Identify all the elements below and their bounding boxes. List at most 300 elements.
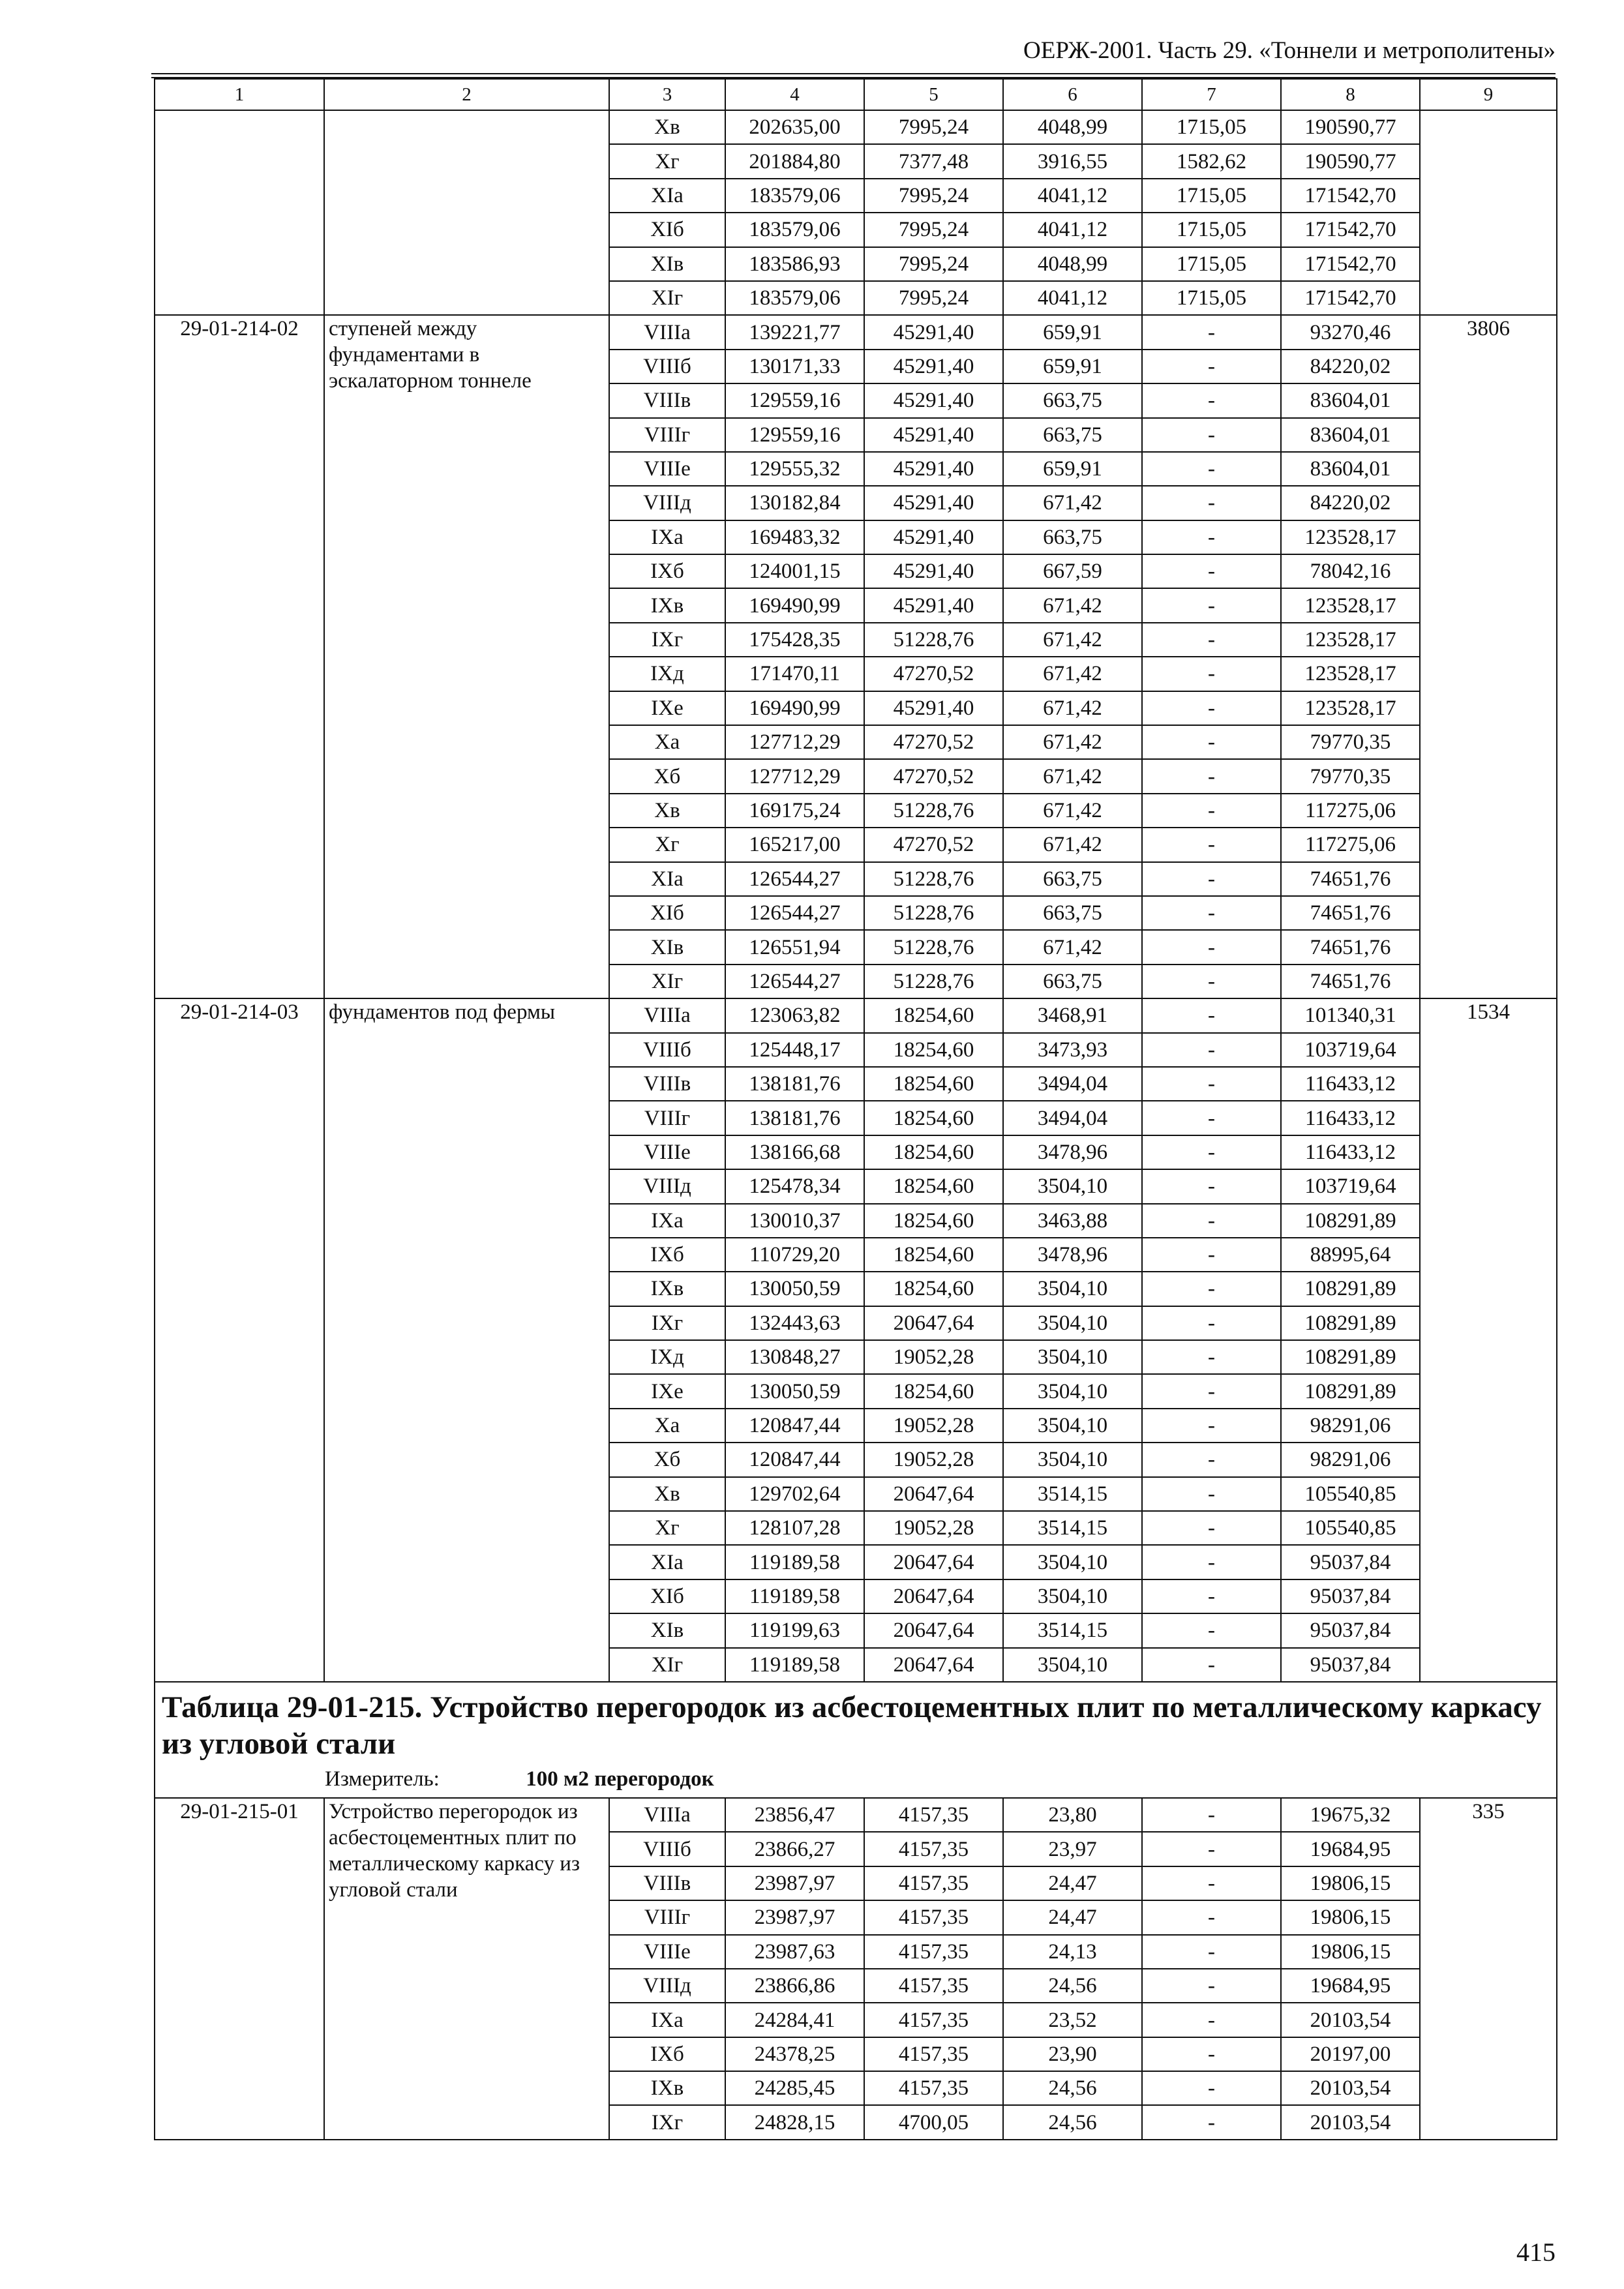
machine-cost: 3504,10 [1003,1443,1142,1476]
zone: IXб [609,1238,725,1272]
total-cost: 165217,00 [725,828,864,861]
driver-wages: - [1142,657,1281,691]
materials-cost: 20103,54 [1281,2071,1420,2105]
zone: IXв [609,1272,725,1306]
table-title: Таблица 29-01-215. Устройство перегородок из асбестоцементных плит по металлическому каркасу из угловой стали [162,1690,1542,1761]
zone: VIIIa [609,998,725,1032]
driver-wages: - [1142,862,1281,896]
table-row [155,1798,1557,1832]
labor-cost: 51228,76 [864,965,1003,998]
zone: VIIIг [609,1900,725,1934]
zone: IXд [609,1340,725,1374]
total-cost: 130050,59 [725,1374,864,1408]
driver-wages: - [1142,315,1281,349]
materials-cost: 19675,32 [1281,1798,1420,1832]
machine-cost: 3504,10 [1003,1340,1142,1374]
table-row [155,998,1557,1032]
labor-cost: 18254,60 [864,1169,1003,1203]
materials-cost: 98291,06 [1281,1409,1420,1443]
zone: VIIIa [609,1798,725,1832]
labor-cost: 7995,24 [864,213,1003,247]
total-cost: 130050,59 [725,1272,864,1306]
labor-hours [1420,110,1557,315]
total-cost: 130171,33 [725,350,864,383]
table-row [155,110,1557,144]
driver-wages: - [1142,1900,1281,1934]
table-row [155,315,1557,349]
zone: Xб [609,759,725,793]
labor-cost: 4157,35 [864,1832,1003,1866]
materials-cost: 105540,85 [1281,1511,1420,1545]
machine-cost: 663,75 [1003,418,1142,452]
machine-cost: 671,42 [1003,759,1142,793]
machine-cost: 3473,93 [1003,1033,1142,1067]
total-cost: 169490,99 [725,691,864,725]
machine-cost: 663,75 [1003,965,1142,998]
machine-cost: 4041,12 [1003,179,1142,213]
machine-cost: 3478,96 [1003,1238,1142,1272]
labor-cost: 51228,76 [864,862,1003,896]
materials-cost: 19806,15 [1281,1866,1420,1900]
zone: VIIIе [609,1935,725,1969]
labor-cost: 4157,35 [864,2037,1003,2071]
driver-wages: - [1142,1866,1281,1900]
materials-cost: 123528,17 [1281,623,1420,657]
total-cost: 183579,06 [725,179,864,213]
zone: Xa [609,1409,725,1443]
labor-cost: 51228,76 [864,930,1003,964]
total-cost: 138181,76 [725,1101,864,1135]
machine-cost: 663,75 [1003,862,1142,896]
labor-cost: 4157,35 [864,1900,1003,1934]
driver-wages: - [1142,2105,1281,2139]
machine-cost: 671,42 [1003,623,1142,657]
labor-cost: 18254,60 [864,1101,1003,1135]
total-cost: 138166,68 [725,1135,864,1169]
driver-wages: - [1142,1935,1281,1969]
machine-cost: 23,97 [1003,1832,1142,1866]
labor-cost: 20647,64 [864,1545,1003,1579]
total-cost: 23987,97 [725,1900,864,1934]
meter-label: Измеритель: [325,1767,440,1791]
labor-cost: 18254,60 [864,1238,1003,1272]
total-cost: 129702,64 [725,1477,864,1511]
labor-cost: 20647,64 [864,1648,1003,1682]
labor-cost: 18254,60 [864,1135,1003,1169]
labor-cost: 47270,52 [864,828,1003,861]
machine-cost: 24,56 [1003,1969,1142,2003]
machine-cost: 659,91 [1003,452,1142,486]
labor-cost: 45291,40 [864,418,1003,452]
meter-value: 100 м2 перегородок [526,1767,714,1791]
total-cost: 24828,15 [725,2105,864,2139]
work-name: фундаментов под фермы [324,998,609,1682]
work-name: Устройство перегородок из асбестоцементных плит по металлическому каркасу из угловой стали [324,1798,609,2140]
materials-cost: 171542,70 [1281,247,1420,281]
total-cost: 130182,84 [725,486,864,520]
total-cost: 169175,24 [725,794,864,828]
labor-cost: 45291,40 [864,691,1003,725]
column-number: 8 [1281,79,1420,110]
driver-wages: - [1142,1238,1281,1272]
zone: IXб [609,2037,725,2071]
machine-cost: 659,91 [1003,350,1142,383]
work-name [324,110,609,315]
materials-cost: 103719,64 [1281,1169,1420,1203]
materials-cost: 117275,06 [1281,794,1420,828]
driver-wages: - [1142,998,1281,1032]
machine-cost: 3504,10 [1003,1374,1142,1408]
materials-cost: 108291,89 [1281,1306,1420,1340]
materials-cost: 83604,01 [1281,452,1420,486]
total-cost: 127712,29 [725,725,864,759]
materials-cost: 95037,84 [1281,1579,1420,1613]
labor-cost: 19052,28 [864,1443,1003,1476]
materials-cost: 95037,84 [1281,1545,1420,1579]
total-cost: 23856,47 [725,1798,864,1832]
driver-wages: 1582,62 [1142,144,1281,178]
labor-cost: 18254,60 [864,1033,1003,1067]
zone: VIIIд [609,1169,725,1203]
zone: IXв [609,588,725,622]
zone: Xв [609,1477,725,1511]
materials-cost: 103719,64 [1281,1033,1420,1067]
zone: XIa [609,1545,725,1579]
labor-cost: 47270,52 [864,759,1003,793]
driver-wages: - [1142,1969,1281,2003]
total-cost: 139221,77 [725,315,864,349]
labor-hours: 1534 [1420,998,1557,1682]
materials-cost: 95037,84 [1281,1613,1420,1647]
machine-cost: 4048,99 [1003,247,1142,281]
machine-cost: 4048,99 [1003,110,1142,144]
labor-cost: 20647,64 [864,1306,1003,1340]
driver-wages: - [1142,1101,1281,1135]
machine-cost: 3478,96 [1003,1135,1142,1169]
driver-wages: - [1142,554,1281,588]
labor-cost: 51228,76 [864,794,1003,828]
labor-cost: 45291,40 [864,554,1003,588]
labor-cost: 7995,24 [864,247,1003,281]
driver-wages: - [1142,1067,1281,1101]
total-cost: 125478,34 [725,1169,864,1203]
header-rule [151,73,1556,78]
column-number: 3 [609,79,725,110]
materials-cost: 116433,12 [1281,1101,1420,1135]
zone: IXд [609,657,725,691]
driver-wages: - [1142,1374,1281,1408]
rate-code: 29-01-215-01 [155,1798,324,2140]
materials-cost: 93270,46 [1281,315,1420,349]
materials-cost: 171542,70 [1281,281,1420,315]
driver-wages: - [1142,486,1281,520]
machine-cost: 671,42 [1003,691,1142,725]
driver-wages: - [1142,1477,1281,1511]
zone: VIIIa [609,315,725,349]
zone: VIIIб [609,1033,725,1067]
labor-cost: 7377,48 [864,144,1003,178]
materials-cost: 19684,95 [1281,1832,1420,1866]
driver-wages: - [1142,965,1281,998]
machine-cost: 3504,10 [1003,1409,1142,1443]
labor-cost: 20647,64 [864,1579,1003,1613]
column-number: 5 [864,79,1003,110]
total-cost: 23866,86 [725,1969,864,2003]
zone: XIг [609,1648,725,1682]
zone: IXг [609,2105,725,2139]
zone: VIIIд [609,486,725,520]
zone: Xг [609,828,725,861]
labor-cost: 18254,60 [864,1374,1003,1408]
zone: VIIIв [609,1067,725,1101]
materials-cost: 19806,15 [1281,1935,1420,1969]
zone: Xa [609,725,725,759]
total-cost: 128107,28 [725,1511,864,1545]
total-cost: 183586,93 [725,247,864,281]
materials-cost: 190590,77 [1281,110,1420,144]
machine-cost: 671,42 [1003,930,1142,964]
machine-cost: 4041,12 [1003,281,1142,315]
zone: Xб [609,1443,725,1476]
machine-cost: 3504,10 [1003,1545,1142,1579]
machine-cost: 3504,10 [1003,1272,1142,1306]
machine-cost: 3514,15 [1003,1477,1142,1511]
driver-wages: - [1142,1443,1281,1476]
labor-cost: 4157,35 [864,2071,1003,2105]
labor-cost: 4157,35 [864,1798,1003,1832]
materials-cost: 171542,70 [1281,213,1420,247]
total-cost: 138181,76 [725,1067,864,1101]
zone: IXг [609,623,725,657]
materials-cost: 20103,54 [1281,2003,1420,2037]
zone: VIIIб [609,1832,725,1866]
labor-cost: 51228,76 [864,623,1003,657]
labor-cost: 45291,40 [864,520,1003,554]
driver-wages: - [1142,1306,1281,1340]
rate-code: 29-01-214-03 [155,998,324,1682]
materials-cost: 88995,64 [1281,1238,1420,1272]
materials-cost: 74651,76 [1281,862,1420,896]
driver-wages: - [1142,1033,1281,1067]
materials-cost: 74651,76 [1281,896,1420,930]
total-cost: 183579,06 [725,213,864,247]
zone: XIб [609,213,725,247]
labor-cost: 47270,52 [864,725,1003,759]
materials-cost: 95037,84 [1281,1648,1420,1682]
labor-cost: 18254,60 [864,1204,1003,1238]
zone: VIIIг [609,1101,725,1135]
machine-cost: 3504,10 [1003,1169,1142,1203]
driver-wages: - [1142,896,1281,930]
machine-cost: 24,47 [1003,1900,1142,1934]
column-number: 4 [725,79,864,110]
total-cost: 169483,32 [725,520,864,554]
materials-cost: 84220,02 [1281,486,1420,520]
zone: VIIIд [609,1969,725,2003]
column-number: 1 [155,79,324,110]
driver-wages: 1715,05 [1142,213,1281,247]
total-cost: 129555,32 [725,452,864,486]
zone: IXa [609,1204,725,1238]
total-cost: 119199,63 [725,1613,864,1647]
driver-wages: - [1142,588,1281,622]
table-title-row [155,1682,1557,1798]
zone: XIг [609,281,725,315]
machine-cost: 23,80 [1003,1798,1142,1832]
driver-wages: - [1142,1340,1281,1374]
materials-cost: 74651,76 [1281,930,1420,964]
driver-wages: - [1142,1169,1281,1203]
materials-cost: 79770,35 [1281,759,1420,793]
labor-cost: 51228,76 [864,896,1003,930]
materials-cost: 117275,06 [1281,828,1420,861]
work-name: ступеней между фундаментами в эскалаторном тоннеле [324,315,609,998]
zone: VIIIе [609,1135,725,1169]
materials-cost: 83604,01 [1281,418,1420,452]
labor-cost: 18254,60 [864,1067,1003,1101]
zone: Xв [609,110,725,144]
zone: VIIIв [609,383,725,417]
total-cost: 24284,41 [725,2003,864,2037]
zone: IXе [609,1374,725,1408]
zone: XIб [609,896,725,930]
zone: XIa [609,179,725,213]
labor-hours: 3806 [1420,315,1557,998]
zone: XIв [609,247,725,281]
total-cost: 132443,63 [725,1306,864,1340]
materials-cost: 108291,89 [1281,1374,1420,1408]
materials-cost: 101340,31 [1281,998,1420,1032]
total-cost: 120847,44 [725,1443,864,1476]
total-cost: 120847,44 [725,1409,864,1443]
driver-wages: - [1142,1545,1281,1579]
total-cost: 202635,00 [725,110,864,144]
materials-cost: 83604,01 [1281,383,1420,417]
total-cost: 119189,58 [725,1648,864,1682]
zone: Xг [609,1511,725,1545]
zone: XIв [609,1613,725,1647]
driver-wages: - [1142,383,1281,417]
total-cost: 124001,15 [725,554,864,588]
driver-wages: - [1142,1832,1281,1866]
total-cost: 201884,80 [725,144,864,178]
driver-wages: - [1142,725,1281,759]
materials-cost: 19684,95 [1281,1969,1420,2003]
machine-cost: 24,56 [1003,2105,1142,2139]
materials-cost: 123528,17 [1281,657,1420,691]
total-cost: 130848,27 [725,1340,864,1374]
machine-cost: 671,42 [1003,828,1142,861]
materials-cost: 190590,77 [1281,144,1420,178]
total-cost: 24285,45 [725,2071,864,2105]
rate-code [155,110,324,315]
driver-wages: - [1142,930,1281,964]
labor-cost: 4700,05 [864,2105,1003,2139]
total-cost: 119189,58 [725,1579,864,1613]
zone: XIг [609,965,725,998]
materials-cost: 116433,12 [1281,1067,1420,1101]
zone: IXе [609,691,725,725]
column-number: 2 [324,79,609,110]
machine-cost: 23,52 [1003,2003,1142,2037]
labor-hours: 335 [1420,1798,1557,2140]
materials-cost: 19806,15 [1281,1900,1420,1934]
total-cost: 126544,27 [725,896,864,930]
driver-wages: - [1142,1511,1281,1545]
zone: Xг [609,144,725,178]
total-cost: 123063,82 [725,998,864,1032]
total-cost: 129559,16 [725,418,864,452]
labor-cost: 18254,60 [864,998,1003,1032]
materials-cost: 20103,54 [1281,2105,1420,2139]
total-cost: 126544,27 [725,965,864,998]
machine-cost: 23,90 [1003,2037,1142,2071]
labor-cost: 20647,64 [864,1477,1003,1511]
total-cost: 23987,97 [725,1866,864,1900]
materials-cost: 98291,06 [1281,1443,1420,1476]
zone: IXб [609,554,725,588]
driver-wages: - [1142,794,1281,828]
driver-wages: 1715,05 [1142,281,1281,315]
labor-cost: 19052,28 [864,1511,1003,1545]
machine-cost: 663,75 [1003,896,1142,930]
labor-cost: 7995,24 [864,110,1003,144]
labor-cost: 45291,40 [864,486,1003,520]
machine-cost: 3463,88 [1003,1204,1142,1238]
labor-cost: 20647,64 [864,1613,1003,1647]
labor-cost: 45291,40 [864,350,1003,383]
running-header: ОЕРЖ-2001. Часть 29. «Тоннели и метрополитены» [1023,37,1556,64]
total-cost: 126544,27 [725,862,864,896]
machine-cost: 3916,55 [1003,144,1142,178]
materials-cost: 123528,17 [1281,520,1420,554]
driver-wages: 1715,05 [1142,110,1281,144]
machine-cost: 3504,10 [1003,1306,1142,1340]
driver-wages: - [1142,520,1281,554]
machine-cost: 663,75 [1003,520,1142,554]
zone: IXa [609,520,725,554]
machine-cost: 671,42 [1003,657,1142,691]
total-cost: 23866,27 [725,1832,864,1866]
total-cost: 110729,20 [725,1238,864,1272]
materials-cost: 74651,76 [1281,965,1420,998]
driver-wages: - [1142,1204,1281,1238]
total-cost: 125448,17 [725,1033,864,1067]
materials-cost: 123528,17 [1281,588,1420,622]
machine-cost: 3514,15 [1003,1511,1142,1545]
zone: XIв [609,930,725,964]
machine-cost: 667,59 [1003,554,1142,588]
materials-cost: 116433,12 [1281,1135,1420,1169]
labor-cost: 4157,35 [864,1935,1003,1969]
labor-cost: 7995,24 [864,179,1003,213]
driver-wages: - [1142,759,1281,793]
machine-cost: 4041,12 [1003,213,1142,247]
machine-cost: 671,42 [1003,486,1142,520]
total-cost: 175428,35 [725,623,864,657]
driver-wages: - [1142,1648,1281,1682]
column-number: 7 [1142,79,1281,110]
total-cost: 129559,16 [725,383,864,417]
total-cost: 126551,94 [725,930,864,964]
zone: XIa [609,862,725,896]
driver-wages: - [1142,2003,1281,2037]
materials-cost: 84220,02 [1281,350,1420,383]
driver-wages: 1715,05 [1142,179,1281,213]
rates-table [154,78,1557,2140]
labor-cost: 45291,40 [864,452,1003,486]
labor-cost: 19052,28 [864,1340,1003,1374]
